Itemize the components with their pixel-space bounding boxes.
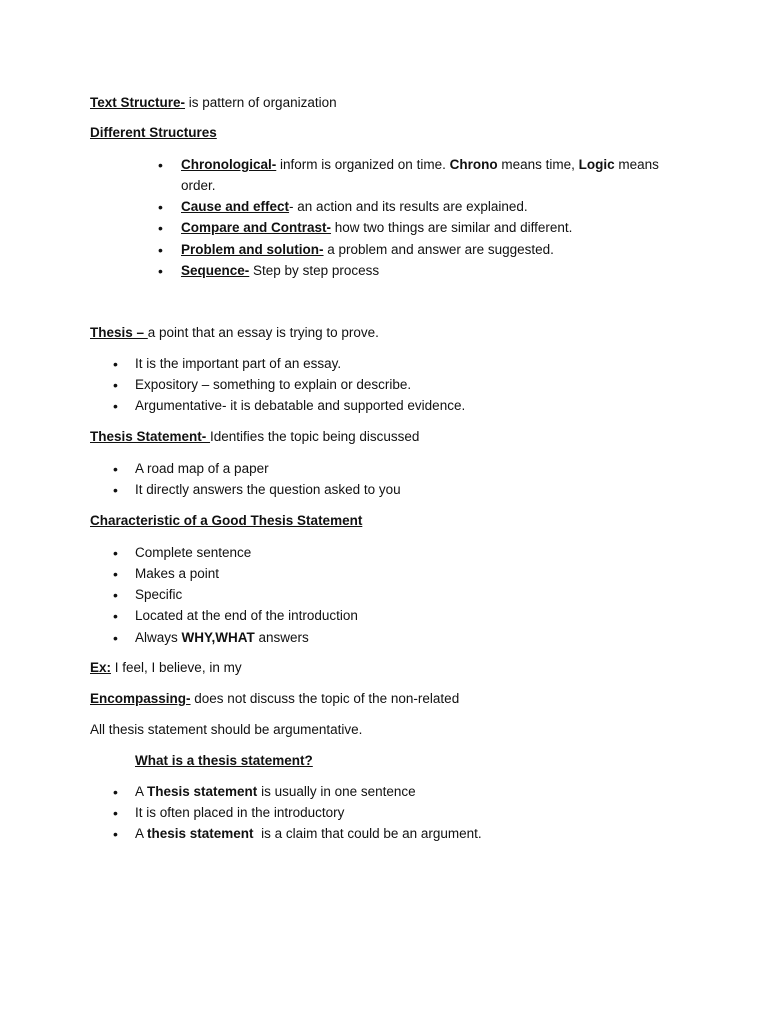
encompassing-line bbox=[90, 690, 459, 708]
text-structure-definition bbox=[90, 94, 337, 112]
logic-word: Logic bbox=[578, 157, 615, 172]
text-structure-desc: is pattern of organization bbox=[185, 95, 337, 110]
bullet-icon: • bbox=[113, 784, 118, 800]
what-is-heading: What is a thesis statement? bbox=[135, 753, 313, 768]
structure-term: Sequence- bbox=[181, 263, 250, 278]
bullet-icon: • bbox=[158, 263, 163, 279]
example-line bbox=[90, 659, 242, 677]
bullet-icon: • bbox=[113, 356, 118, 372]
structure-item-problem-solution bbox=[181, 241, 554, 259]
thesis-item: Expository – something to explain or describe. bbox=[135, 377, 412, 392]
thesis-desc: a point that an essay is trying to prove. bbox=[147, 325, 379, 340]
characteristic-item: Complete sentence bbox=[135, 545, 252, 560]
characteristic-item: Specific bbox=[135, 587, 183, 602]
characteristic-text: answers bbox=[254, 630, 309, 645]
argumentative-note: All thesis statement should be argumentative. bbox=[90, 722, 363, 737]
bullet-icon: • bbox=[158, 157, 163, 173]
what-is-text: is a claim that could be an argument. bbox=[253, 826, 482, 841]
text-structure-term: Text Structure- bbox=[90, 95, 186, 110]
structure-desc: Step by step process bbox=[249, 263, 380, 278]
thesis-statement-definition bbox=[90, 428, 419, 446]
structure-desc: inform is organized on time. bbox=[276, 157, 450, 172]
characteristic-heading: Characteristic of a Good Thesis Statement bbox=[90, 513, 363, 528]
structure-desc: means bbox=[614, 157, 659, 172]
bullet-icon: • bbox=[113, 482, 118, 498]
bullet-icon: • bbox=[158, 220, 163, 236]
structure-item-compare-contrast bbox=[181, 219, 572, 237]
what-is-text: is usually in one sentence bbox=[257, 784, 416, 799]
bullet-icon: • bbox=[158, 199, 163, 215]
structure-term: Chronological- bbox=[181, 157, 277, 172]
structure-item-chronological bbox=[181, 156, 659, 174]
what-is-bold: thesis statement bbox=[147, 826, 254, 841]
bullet-icon: • bbox=[113, 377, 118, 393]
structure-item-chronological-wrap: order. bbox=[181, 178, 216, 193]
characteristic-text: Always bbox=[135, 630, 182, 645]
structure-desc: means time, bbox=[497, 157, 579, 172]
bullet-icon: • bbox=[158, 242, 163, 258]
what-is-bold: Thesis statement bbox=[147, 784, 258, 799]
bullet-icon: • bbox=[113, 545, 118, 561]
thesis-statement-term: Thesis Statement- bbox=[90, 429, 211, 444]
bullet-icon: • bbox=[113, 630, 118, 646]
what-is-text: A bbox=[135, 826, 148, 841]
structure-term: Cause and effect bbox=[181, 199, 290, 214]
different-structures-heading: Different Structures bbox=[90, 125, 217, 140]
encompassing-term: Encompassing- bbox=[90, 691, 191, 706]
characteristic-item: Makes a point bbox=[135, 566, 220, 581]
bullet-icon: • bbox=[113, 826, 118, 842]
thesis-statement-item: It directly answers the question asked to you bbox=[135, 482, 401, 497]
what-is-item bbox=[135, 783, 416, 801]
bullet-icon: • bbox=[113, 608, 118, 624]
example-text: I feel, I believe, in my bbox=[111, 660, 242, 675]
thesis-definition bbox=[90, 324, 379, 342]
bullet-icon: • bbox=[113, 398, 118, 414]
structure-term: Compare and Contrast- bbox=[181, 220, 332, 235]
thesis-item: It is the important part of an essay. bbox=[135, 356, 342, 371]
structure-desc: how two things are similar and different. bbox=[331, 220, 573, 235]
bullet-icon: • bbox=[113, 587, 118, 603]
what-is-text: A bbox=[135, 784, 148, 799]
what-is-item bbox=[135, 804, 344, 822]
thesis-term: Thesis – bbox=[90, 325, 148, 340]
characteristic-item-why-what bbox=[135, 629, 309, 647]
structure-desc: a problem and answer are suggested. bbox=[323, 242, 554, 257]
what-is-text: It is often placed in the introductory bbox=[135, 805, 345, 820]
characteristic-item: Located at the end of the introduction bbox=[135, 608, 358, 623]
thesis-item: Argumentative- it is debatable and supported evidence. bbox=[135, 398, 466, 413]
example-term: Ex: bbox=[90, 660, 112, 675]
structure-item-sequence bbox=[181, 262, 379, 280]
bullet-icon: • bbox=[113, 461, 118, 477]
structure-item-cause-effect bbox=[181, 198, 528, 216]
chrono-word: Chrono bbox=[449, 157, 498, 172]
structure-term: Problem and solution- bbox=[181, 242, 324, 257]
bullet-icon: • bbox=[113, 566, 118, 582]
thesis-statement-item: A road map of a paper bbox=[135, 461, 269, 476]
bullet-icon: • bbox=[113, 805, 118, 821]
encompassing-text: does not discuss the topic of the non-related bbox=[190, 691, 460, 706]
why-what-words: WHY,WHAT bbox=[181, 630, 255, 645]
structure-desc: - an action and its results are explained. bbox=[289, 199, 528, 214]
thesis-statement-desc: Identifies the topic being discussed bbox=[210, 429, 420, 444]
what-is-item bbox=[135, 825, 482, 843]
